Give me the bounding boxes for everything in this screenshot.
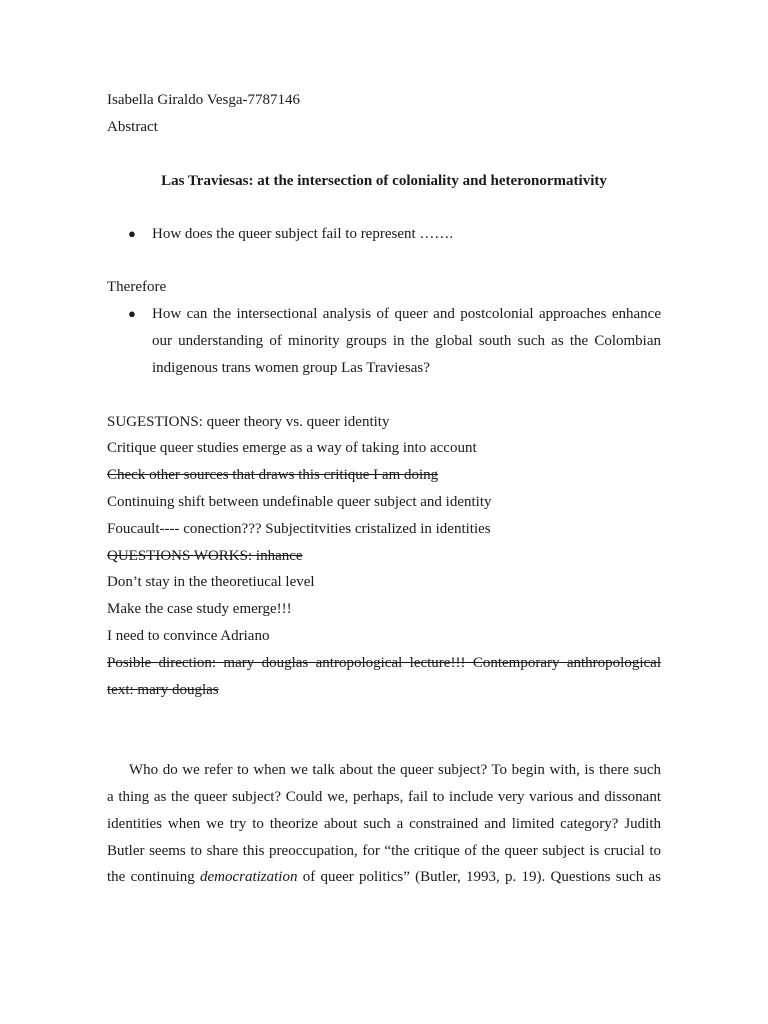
paragraph-line: Who do we refer to when we talk about the queer subject? To begin with, is there such: [129, 762, 661, 778]
bullet-dot-icon: ●: [128, 226, 136, 241]
author-line: Isabella Giraldo Vesga-7787146: [107, 92, 301, 108]
note-line-struck: QUESTIONS WORKS: inhance: [107, 548, 303, 564]
section-heading: Abstract: [107, 119, 158, 135]
note-line-struck: Check other sources that draws this critique I am doing: [107, 467, 439, 483]
paragraph-line: identities when we try to theorize about such a constrained and limited category? Judith: [107, 816, 661, 832]
bullet-item-2-line-1: How can the intersectional analysis of queer and postcolonial approaches enhance: [152, 306, 661, 322]
document-title: Las Traviesas: at the intersection of coloniality and heteronormativity: [161, 173, 607, 189]
note-line: Make the case study emerge!!!: [107, 601, 292, 617]
note-line-struck: text: mary douglas: [107, 682, 219, 698]
note-line: Don’t stay in the theoretiucal level: [107, 574, 315, 590]
bullet-item-1: How does the queer subject fail to represent …….: [152, 226, 454, 242]
paragraph-text: of queer politics” (Butler, 1993, p. 19). Questions such as: [297, 869, 661, 885]
emphasized-word: democratization: [199, 869, 298, 885]
note-line: I need to convince Adriano: [107, 628, 270, 644]
paragraph-line: [107, 868, 661, 886]
note-line-struck: Posible direction: mary douglas antropological lecture!!! Contemporary anthropological: [107, 655, 661, 671]
bullet-item-2-line-3: indigenous trans women group Las Traviesas?: [152, 360, 430, 376]
note-line: Critique queer studies emerge as a way of taking into account: [107, 440, 477, 456]
paragraph-text: the continuing: [107, 869, 200, 885]
note-line: Continuing shift between undefinable queer subject and identity: [107, 494, 492, 510]
therefore-label: Therefore: [107, 279, 167, 295]
paragraph-line: a thing as the queer subject? Could we, perhaps, fail to include very various and dissonant: [107, 789, 661, 805]
bullet-dot-icon: ●: [128, 306, 136, 321]
note-line: Foucault---- conection??? Subjectitvities cristalized in identities: [107, 521, 491, 537]
paragraph-line: Butler seems to share this preoccupation, for “the critique of the queer subject is crucial to: [107, 843, 661, 859]
note-line: SUGESTIONS: queer theory vs. queer identity: [107, 414, 390, 430]
bullet-item-2-line-2: our understanding of minority groups in the global south such as the Colombian: [152, 333, 661, 349]
